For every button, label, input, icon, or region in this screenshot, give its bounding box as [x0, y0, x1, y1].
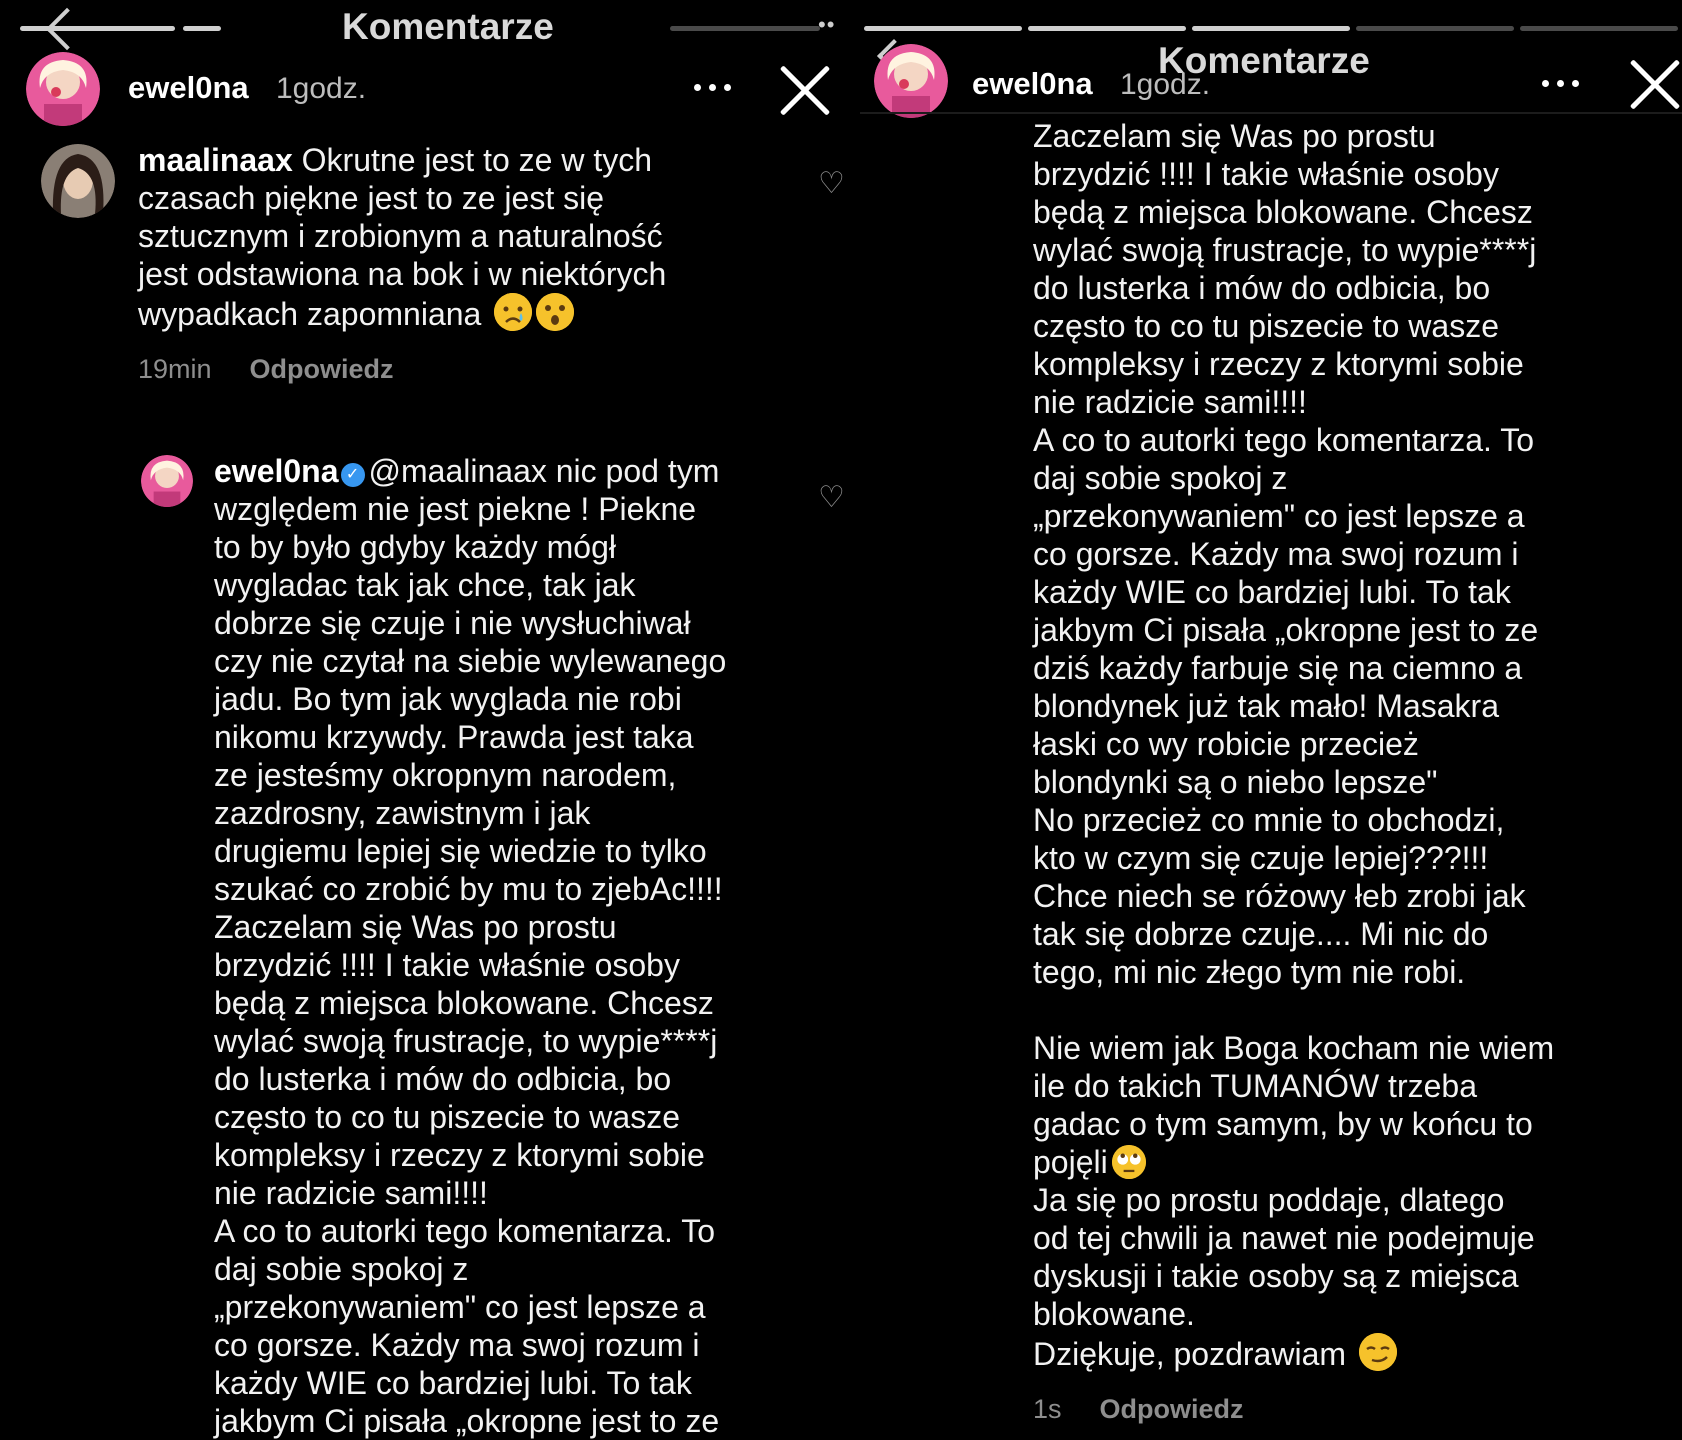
close-icon[interactable] [778, 64, 832, 118]
more-dots-icon[interactable] [1542, 78, 1586, 90]
story-avatar[interactable] [26, 52, 100, 126]
story-username[interactable]: ewel0na [972, 66, 1093, 101]
story-username[interactable]: ewel0na [128, 70, 249, 105]
reply-username[interactable]: ewel0na [214, 453, 339, 489]
close-icon[interactable] [1628, 58, 1682, 112]
comment-text: maalinaax Okrutne jest to ze w tych czasach piękne jest to ze jest się sztucznym i zrobionym a naturalność jest odstawiona na bok i w niektórych wypadkach zapomniana [138, 142, 667, 332]
comment-meta [138, 354, 394, 385]
story-avatar[interactable] [874, 44, 948, 118]
eye-roll-face-icon [1112, 1145, 1146, 1179]
story-progress-bar [1520, 26, 1678, 31]
reply-button[interactable]: Odpowiedz [249, 354, 394, 384]
story-time: 1godz. [276, 72, 367, 105]
reply-text-continued: Zaczelam się Was po prostu brzydzić !!!! I takie właśnie osoby będą z miejsca blokowane. Chcesz wylać swoją frustracje, to wypie****j do lusterka i mów do odbicia, bo często to co tu piszecie to wasze kompleksy i rzeczy z ktorymi sobie nie radzicie sami!!!! A co to autorki tego komentarza. To daj sobie spokoj z „przekonywaniem" co jest lepsze a co gorsze. Każdy ma swoj rozum i każdy WIE co bardziej lubi. To tak jakbym Ci pisała „okropne jest to ze dziś każdy farbuje się na ciemno a blondynek już tak mało! Masakra łaski co wy robicie przecież blondynki są o niebo lepsze" No przecież co mnie to obchodzi, kto w czym się czuje lepiej???!!! Chce niech se różowy łeb zrobi jak tak się dobrze czuje.... Mi nic do tego, mi nic złego tym nie robi. Nie wiem jak Boga kocham nie wiem ile do takich TUMANÓW trzeba gadac o tym samym, by w końcu to pojęli Ja się po prostu poddaje, dlatego od tej chwili ja nawet nie podejmuje dyskusji i takie osoby są z miejsca blokowane. Dziękuje, pozdrawiam [1033, 118, 1555, 1372]
story-time: 1godz. [1120, 68, 1211, 101]
reply-meta [1033, 1394, 1244, 1425]
right-screenshot-panel [860, 0, 1682, 1440]
crying-face-icon [494, 293, 532, 331]
reply-avatar[interactable] [141, 455, 193, 507]
reply-button[interactable]: Odpowiedz [1099, 1394, 1244, 1424]
heart-icon[interactable]: ♡ [818, 167, 845, 200]
header-title: Komentarze [342, 6, 554, 47]
story-progress-bar [20, 26, 175, 31]
comment-username[interactable]: maalinaax [138, 142, 293, 178]
more-dots-icon[interactable] [694, 82, 738, 94]
story-progress-bar [1028, 26, 1186, 31]
reply-mention[interactable]: @maalinaax [368, 453, 547, 489]
verified-badge-icon: ✓ [341, 463, 365, 487]
smirk-face-icon [1359, 1333, 1397, 1371]
story-progress-bar [183, 26, 221, 31]
header-divider [860, 112, 1682, 114]
header-title: Komentarze [1158, 40, 1370, 81]
story-progress-bar [670, 26, 820, 31]
back-chevron-icon[interactable] [46, 8, 88, 50]
commenter-avatar[interactable] [41, 144, 115, 218]
reply-text: ewel0na ✓ @maalinaax nic pod tym względem nie jest piekne ! Piekne to by było gdyby każdy mógł wygladac tak jak chce, tak jak dobrze się czuje i nie wysłuchiwał czy nie czytał na siebie wylewanego jadu. Bo tym jak wyglada nie robi nikomu krzywdy. Prawda jest taka ze jesteśmy okropnym narodem, zazdrosny, zawistnym i jak drugiemu lepiej się wiedzie to tylko szukać co zrobić by mu to zjebAc!!!! Zaczelam się Was po prostu brzydzić !!!! I takie właśnie osoby będą z miejsca blokowane. Chcesz wylać swoją frustracje, to wypie****j do lusterka i mów do odbicia, bo często to co tu piszecie to wasze kompleksy i rzeczy z ktorymi sobie nie radzicie sami!!!! A co to autorki tego komentarza. To daj sobie spokoj z „przekonywaniem" co jest lepsze a co gorsze. Każdy ma swoj rozum i każdy WIE co bardziej lubi. To tak jakbym Ci pisała „okropne jest to ze [214, 453, 727, 1439]
comment-time: 19min [138, 354, 212, 384]
story-progress-bar [864, 26, 1022, 31]
header-dots-icon: •• [818, 12, 836, 37]
reply-time: 1s [1033, 1394, 1062, 1424]
story-progress-bar [1356, 26, 1514, 31]
surprised-face-icon [536, 293, 574, 331]
story-progress-bar [1192, 26, 1350, 31]
heart-icon[interactable]: ♡ [818, 481, 845, 514]
